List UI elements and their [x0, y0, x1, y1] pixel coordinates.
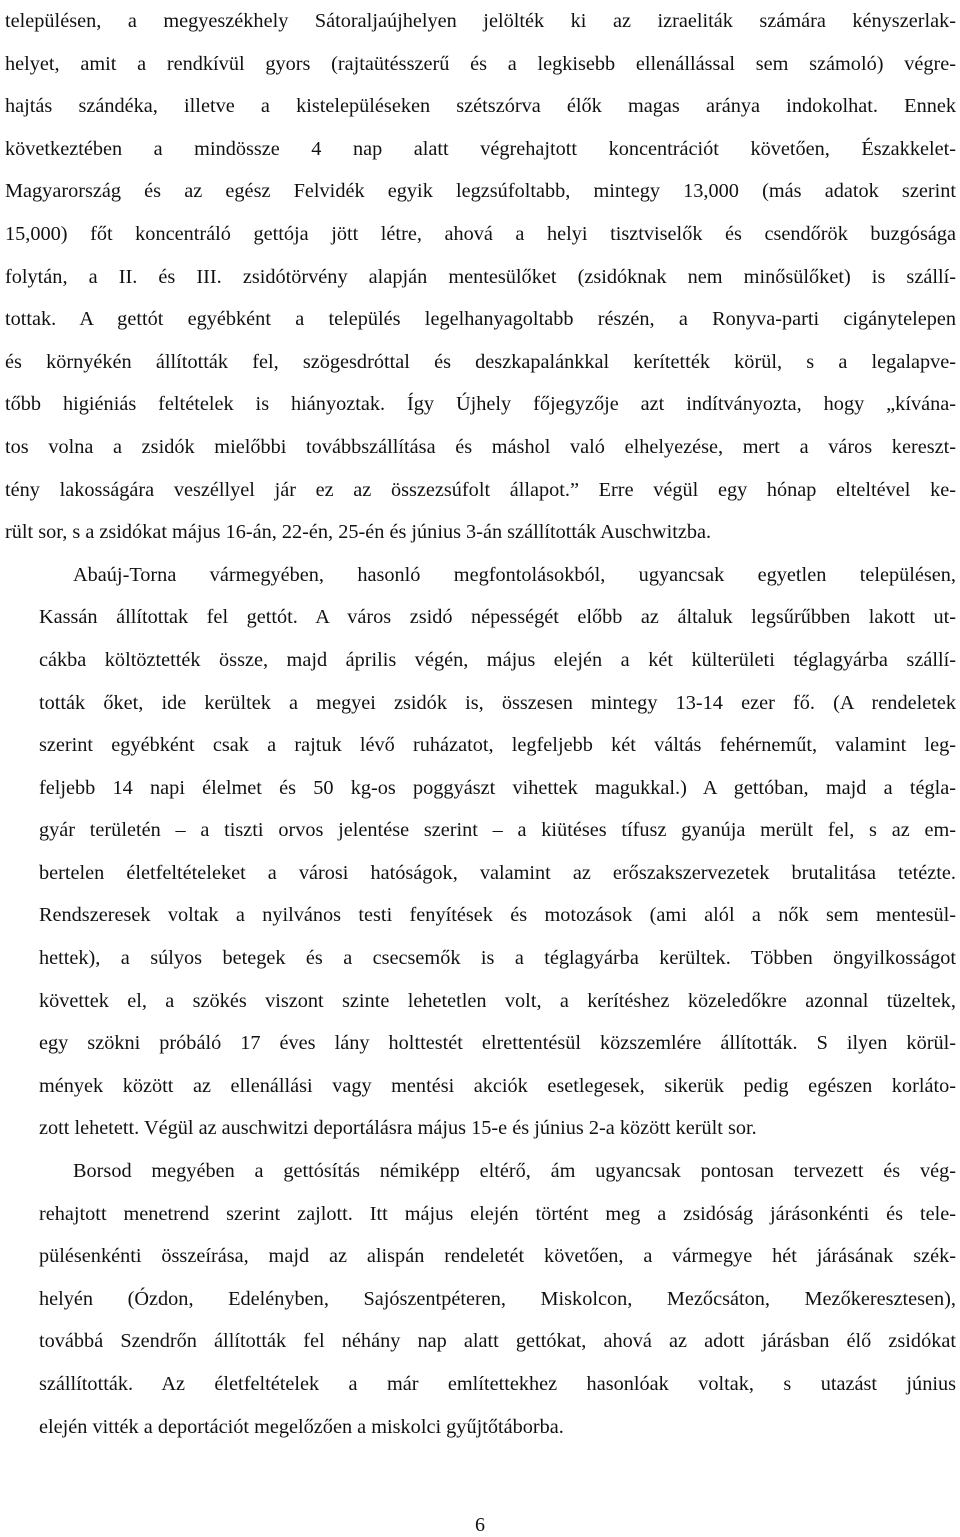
text-line: helyén (Ózdon, Edelényben, Sajószentpéteren, Miskolcon, Mezőcsáton, Mezőkeresztesen), [39, 1287, 956, 1310]
text-line: mények között az ellenállási vagy mentési akciók esetlegesek, sikerük pedig egészen korláto- [39, 1074, 956, 1097]
text-line: gyár területén – a tiszti orvos jelentése szerint – a kiütéses tífusz gyanúja merült fel, s az em- [39, 819, 956, 842]
body-text [5, 0, 956, 1448]
text-line: tották őket, ide kerültek a megyei zsidók is, összesen mintegy 13-14 ezer fő. (A rendeletek [39, 691, 956, 714]
text-line: és környékén állították fel, szögesdróttal és deszkapalánkkal kerítették körül, s a legalapve- [5, 350, 956, 373]
text-line: következtében a mindössze 4 nap alatt végrehajtott koncentrációt követően, Északkelet- [5, 137, 956, 160]
text-line: zott lehetett. Végül az auschwitzi deportálásra május 15-e és június 2-a között került sor. [39, 1117, 757, 1140]
text-line: szállították. Az életfeltételek a már említettekhez hasonlóak voltak, s utazást június [39, 1373, 956, 1395]
text-line: rehajtott menetrend szerint zajlott. Itt május elején történt meg a zsidóság járásonkénti és tele- [39, 1202, 956, 1225]
text-line: településen, a megyeszékhely Sátoraljaújhelyen jelölték ki az izraeliták számára kényszerlak- [5, 10, 956, 32]
text-line: folytán, a II. és III. zsidótörvény alapján mentesülőket (zsidóknak nem minősülőket) is szállí- [5, 265, 956, 288]
paragraph-2 [5, 554, 956, 1150]
text-line: követtek el, a szökés viszont szinte lehetetlen volt, a kerítéshez közeledőkre azonnal tüzeltek, [39, 989, 956, 1012]
text-line: egy szökni próbáló 17 éves lány holttestét elrettentésül közszemlére állították. S ilyen körül- [39, 1032, 956, 1055]
text-line: bertelen életfeltételeket a városi hatóságok, valamint az erőszakszervezetek brutalitása tetézte. [39, 861, 956, 884]
text-line: tottak. A gettót egyébként a település legelhanyagoltabb részén, a Ronyva-parti cigánytelepen [5, 308, 956, 331]
text-line: elején vitték a deportációt megelőzően a miskolci gyűjtőtáborba. [39, 1415, 564, 1438]
text-line: 15,000) főt koncentráló gettója jött létre, ahová a helyi tisztviselők és csendőrök buzgósága [5, 222, 956, 245]
text-line: továbbá Szendrőn állították fel néhány nap alatt gettókat, ahová az adott járásban élő zsidókat [39, 1330, 956, 1353]
paragraph-3 [5, 1150, 956, 1448]
text-line: Kassán állítottak fel gettót. A város zsidó népességét előbb az általuk legsűrűbben lakott ut- [39, 606, 956, 629]
text-line: Borsod megyében a gettósítás némiképp eltérő, ám ugyancsak pontosan tervezett és vég- [73, 1160, 956, 1183]
text-line: Abaúj-Torna vármegyében, hasonló megfontolásokból, ugyancsak egyetlen településen, [73, 563, 956, 586]
text-line: Magyarország és az egész Felvidék egyik legzsúfoltabb, mintegy 13,000 (más adatok szerint [5, 180, 956, 203]
paragraph-1 [5, 0, 956, 554]
page-number: 6 [475, 1514, 485, 1536]
text-line: tőbb higiéniás feltételek is hiányoztak. Így Újhely főjegyzője azt indítványozta, hogy „kívána- [5, 393, 956, 416]
text-line: helyet, amit a rendkívül gyors (rajtaütésszerű és a legkisebb ellenállással sem számoló) végre- [5, 52, 956, 75]
text-line: Rendszeresek voltak a nyilvános testi fenyítések és motozások (ami alól a nők sem mentesül- [39, 904, 956, 927]
text-line: tos volna a zsidók mielőbbi továbbszállítása és máshol való elhelyezése, mert a város kereszt- [5, 435, 956, 458]
text-line: pülésenkénti összeírása, majd az alispán rendeletét követően, a vármegye hét járásának szék- [39, 1245, 956, 1268]
text-line: hettek), a súlyos betegek és a csecsemők is a téglagyárba kerültek. Többen öngyilkosságot [39, 947, 956, 970]
text-line: cákba költöztették össze, majd április végén, május elején a két külterületi téglagyárba szállí- [39, 648, 956, 671]
text-line: rült sor, s a zsidókat május 16-án, 22-én, 25-én és június 3-án szállították Auschwitzba. [5, 521, 712, 544]
text-line: tény lakosságára veszéllyel jár ez az összezsúfolt állapot.” Erre végül egy hónap elteltével ke- [5, 478, 956, 501]
text-line: szerint egyébként csak a rajtuk lévő ruházatot, legfeljebb két váltás fehérneműt, valamint leg- [39, 734, 956, 757]
text-line: hajtás szándéka, illetve a kistelepüléseken szétszórva élők magas aránya indokolhat. Ennek [5, 95, 956, 118]
text-line: feljebb 14 napi élelmet és 50 kg-os poggyászt vihettek magukkal.) A gettóban, majd a tégla- [39, 776, 956, 799]
